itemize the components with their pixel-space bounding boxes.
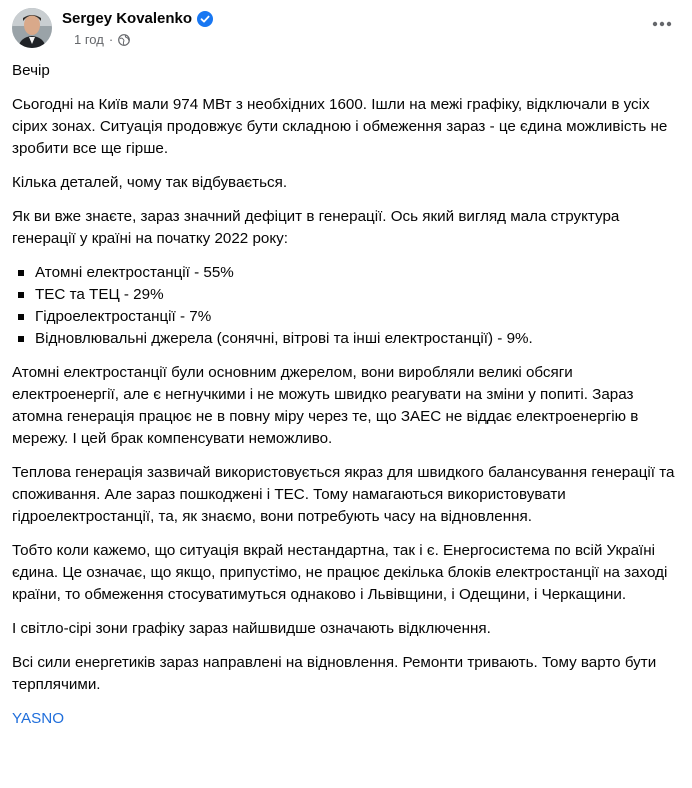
hashtag-link[interactable]: YASNO — [12, 710, 65, 727]
list-item-text: Відновлювальні джерела (сонячні, вітрові та інші електростанції) - 9%. — [35, 330, 533, 347]
author-name[interactable]: Sergey Kovalenko — [62, 10, 193, 27]
meta-separator: · — [108, 32, 114, 47]
bullet-icon — [18, 292, 24, 298]
post-paragraph: Вечір — [12, 62, 50, 79]
post-paragraph: Атомні електростанції були основним джерелом, вони виробляли великі обсяги електроенергії, але є негнучкими і не можуть швидко реагувати на зміни у попиті. Зараз атомна генерація працює не в повну міру через те, що ЗАЕС не віддає електроенергію в мережу. І цей брак компенсувати неможливо. — [12, 364, 639, 447]
bullet-icon — [18, 270, 24, 276]
post-content — [12, 60, 680, 730]
post-meta — [74, 32, 130, 47]
post-paragraph: Сьогодні на Київ мали 974 МВт з необхідних 1600. Ішли на межі графіку, відключали в усіх сірих зонах. Ситуація продовжує бути складною і обмеження зараз - це єдина можливість не зробити все ще гірше. — [12, 96, 668, 157]
list-item-text: Атомні електростанції - 55% — [35, 264, 234, 281]
post-options-button[interactable] — [644, 6, 680, 42]
avatar-portrait-image — [12, 8, 52, 48]
author-avatar[interactable] — [12, 8, 52, 48]
post-timestamp[interactable]: 1 год — [74, 32, 104, 47]
post-header — [12, 6, 680, 52]
post-paragraph: Всі сили енергетиків зараз направлені на відновлення. Ремонти тривають. Тому варто бути терплячими. — [12, 654, 657, 693]
post-paragraph: І світло-сірі зони графіку зараз найшвидше означають відключення. — [12, 620, 491, 637]
list-item — [12, 328, 680, 350]
generation-structure-list — [12, 262, 680, 350]
more-horizontal-icon — [652, 21, 672, 27]
bullet-icon — [18, 336, 24, 342]
list-item-text: ТЕС та ТЕЦ - 29% — [35, 286, 164, 303]
verified-badge-icon — [197, 11, 213, 27]
bullet-icon — [18, 314, 24, 320]
globe-icon[interactable] — [118, 34, 130, 46]
list-item-text: Гідроелектростанції - 7% — [35, 308, 212, 325]
list-item — [12, 284, 680, 306]
list-item — [12, 306, 680, 328]
post-paragraph: Як ви вже знаєте, зараз значний дефіцит в генерації. Ось який вигляд мала структура генерації у країні на початку 2022 року: — [12, 208, 620, 247]
post-paragraph: Тобто коли кажемо, що ситуація вкрай нестандартна, так і є. Енергосистема по всій Україні єдина. Це означає, що якщо, припустімо, не працює декілька блоків електростанції на заході країни, то обмеження стосуватимуться однаково і Львівщини, і Одещини, і Черкащини. — [12, 542, 668, 603]
author-row — [62, 10, 213, 27]
post-paragraph: Теплова генерація зазвичай використовується якраз для швидкого балансування генерації та споживання. Але зараз пошкоджені і ТЕС. Тому намагаються використовувати гідроелектростанції, та, як знаємо, вони потребують часу на відновлення. — [12, 464, 675, 525]
list-item — [12, 262, 680, 284]
post-paragraph: Кілька деталей, чому так відбувається. — [12, 174, 288, 191]
